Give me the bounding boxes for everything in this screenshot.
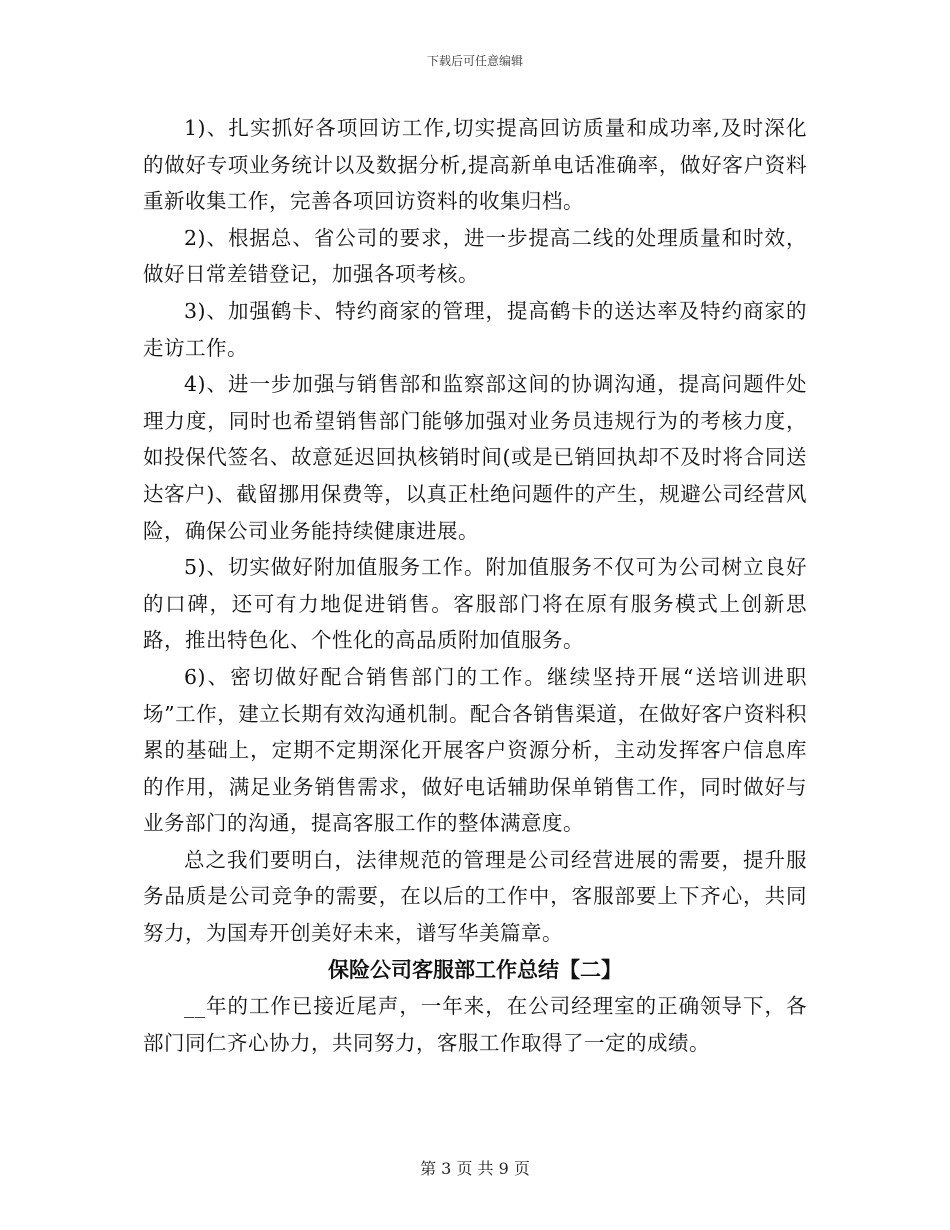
section-intro-paragraph: __年的工作已接近尾声，一年来，在公司经理室的正确领导下，各部门同仁齐心协力，共同努力，客服工作取得了一定的成绩。 <box>143 994 807 1055</box>
paragraph-item-3: 3)、加强鹤卡、特约商家的管理，提高鹤卡的送达率及特约商家的走访工作。 <box>143 298 807 360</box>
page-number: 第 3 页 共 9 页 <box>420 1159 530 1178</box>
paragraph-item-4: 4)、进一步加强与销售部和监察部这间的协调沟通，提高问题件处理力度，同时也希望销售部门能够加强对业务员违规行为的考核力度，如投保代签名、故意延迟回执核销时间(或是已销回执却不及时将合同送达客户)、截留挪用保费等，以真正杜绝问题件的产生，规避公司经营风险，确保公司业务能持续健康进展。 <box>143 372 807 543</box>
paragraph-item-5: 5)、切实做好附加值服务工作。附加值服务不仅可为公司树立良好的口碑，还可有力地促进销售。客服部门将在原有服务模式上创新思路，推出特色化、个性化的高品质附加值服务。 <box>143 555 807 653</box>
document-body <box>143 110 807 1061</box>
paragraph-item-6: 6)、密切做好配合销售部门的工作。继续坚持开展“送培训进职场”工作，建立长期有效沟通机制。配合各销售渠道，在做好客户资料积累的基础上，定期不定期深化开展客户资源分析，主动发挥客户信息库的作用，满足业务销售需求，做好电话辅助保单销售工作，同时做好与业务部门的沟通，提高客服工作的整体满意度。 <box>143 664 807 836</box>
summary-paragraph: 总之我们要明白，法律规范的管理是公司经营进展的需要，提升服务品质是公司竞争的需要，在以后的工作中，客服部要上下齐心，共同努力，为国寿开创美好未来，谱写华美篇章。 <box>143 847 807 946</box>
paragraph-item-1: 1)、扎实抓好各项回访工作,切实提高回访质量和成功率,及时深化的做好专项业务统计以及数据分析,提高新单电话准确率，做好客户资料重新收集工作，完善各项回访资料的收集归档。 <box>143 116 807 214</box>
paragraph-item-2: 2)、根据总、省公司的要求，进一步提高二线的处理质量和时效，做好日常差错登记，加强各项考核。 <box>143 225 807 287</box>
section-title: 保险公司客服部工作总结【二】 <box>328 957 622 982</box>
header-note: 下载后可任意编辑 <box>426 54 523 68</box>
